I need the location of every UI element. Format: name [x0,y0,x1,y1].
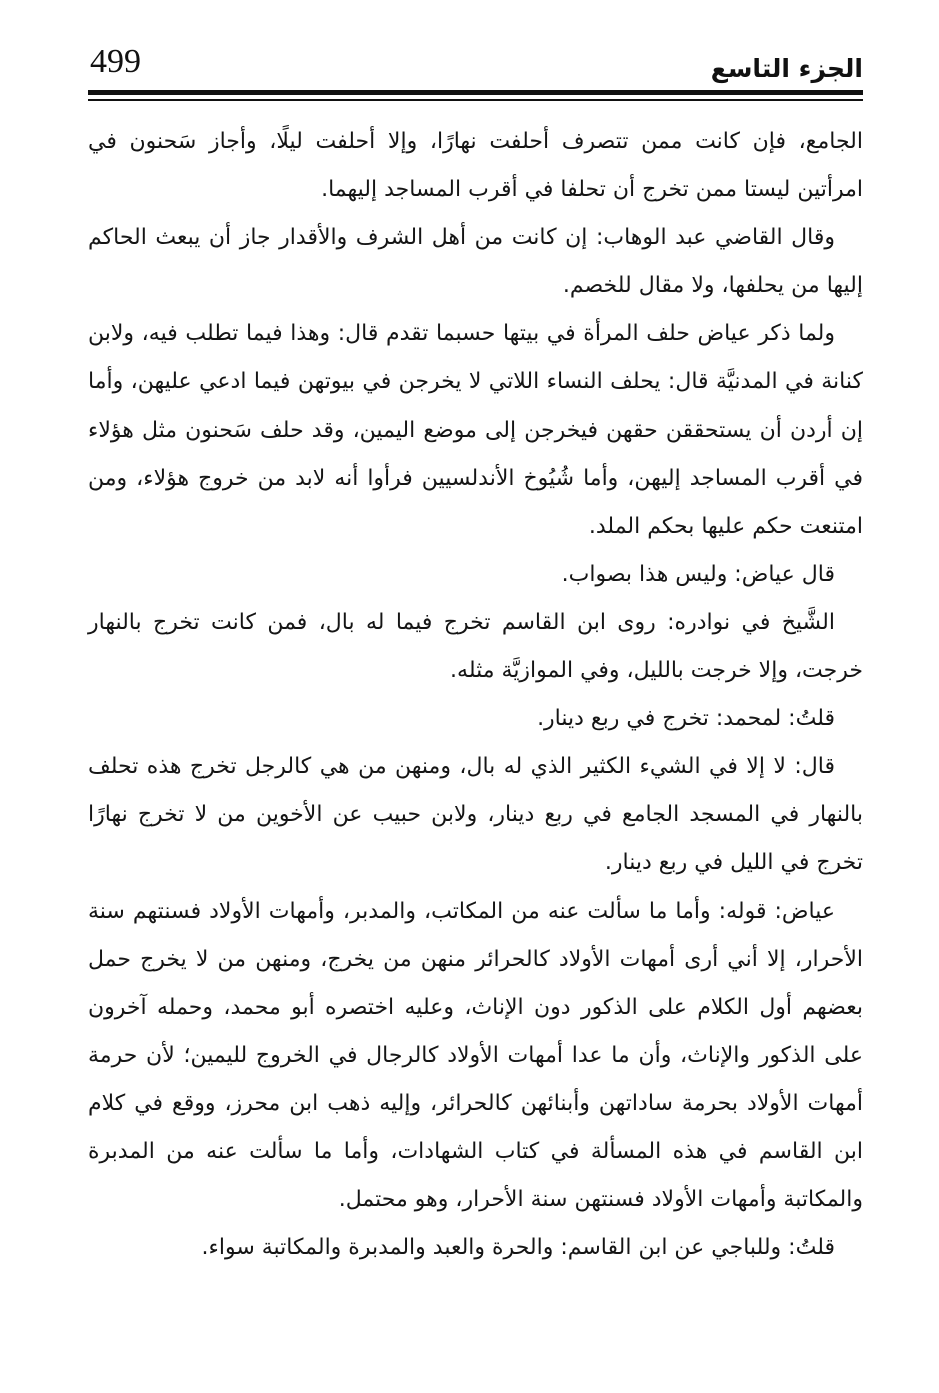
body-text [88,118,863,1272]
page-number: 499 [90,43,141,80]
page-header [88,38,863,94]
paragraph: الشَّيخ في نوادره: روى ابن القاسم تخرج فيما له بال، فمن كانت تخرج بالنهار خرجت، وإلا خرجت بالليل، وفي الموازيَّة مثله. [88,609,863,684]
paragraph: الجامع، فإن كانت ممن تتصرف أحلفت نهارًا، وإلا أحلفت ليلًا، وأجاز سَحنون في امرأتين ليستا ممن تخرج أن تحلفا في أقرب المساجد إليهما. [88,129,863,203]
paragraph: وقال القاضي عبد الوهاب: إن كانت من أهل الشرف والأقدار جاز أن يبعث الحاكم إليها من يحلفها، ولا مقال للخصم. [88,225,863,299]
paragraph: قال: لا إلا في الشيء الكثير الذي له بال، ومنهن من هي كالرجل تخرج هذه تحلف بالنهار في المسجد الجامع في ربع دينار، ولابن حبيب عن الأخوين من لا تخرج نهارًا تخرج في الليل في ربع دينار. [88,754,863,876]
paragraph: عياض: قوله: وأما ما سألت عنه من المكاتب، والمدبر، وأمهات الأولاد فسنتهم سنة الأحرار، إلا أني أرى أمهات الأولاد كالحرائر منهن من يخرج، ومنهن من لا يخرج حمل بعضهم أول الكلام على الذكور دون الإناث، وعليه اختصره أبو محمد، وحمله آخرون على الذكور والإناث، وأن ما عدا أمهات الأولاد كالرجال في الخروج لليمين؛ لأن حرمة أمهات الأولاد بحرمة ساداتهن وأبنائهن كالحرائر، وإليه ذهب ابن محرز، ووقع في كلام ابن القاسم في هذه المسألة في كتاب الشهادات، وأما ما سألت عنه من المدبرة والمكاتبة وأمهات الأولاد فسنتهن سنة الأحرار، وهو محتمل. [88,898,863,1213]
paragraph: ولما ذكر عياض حلف المرأة في بيتها حسبما تقدم قال: وهذا فيما تطلب فيه، ولابن كنانة في المدنيَّة قال: يحلف النساء اللاتي لا يخرجن في بيوتهن فيما ادعي عليهن، وأما إن أردن أن يستحققن حقهن فيخرجن إلى موضع اليمين، وقد حلف سَحنون مثل هؤلاء في أقرب المساجد إليهن، وأما شُيُوخ الأندلسيين فرأوا أنه لابد من خروج هؤلاء، ومن امتنعت حكم عليها بحكم الملد. [88,321,863,539]
running-title: الجزء التاسع [710,54,863,83]
paragraph: قلتُ: وللباجي عن ابن القاسم: والحرة والعبد والمدبرة والمكاتبة سواء. [201,1235,835,1261]
header-rule-thin [88,99,863,101]
paragraph: قلتُ: لمحمد: تخرج في ربع دينار. [537,706,835,732]
header-rule-thick [88,90,863,95]
paragraph: قال عياض: وليس هذا بصواب. [561,561,835,587]
